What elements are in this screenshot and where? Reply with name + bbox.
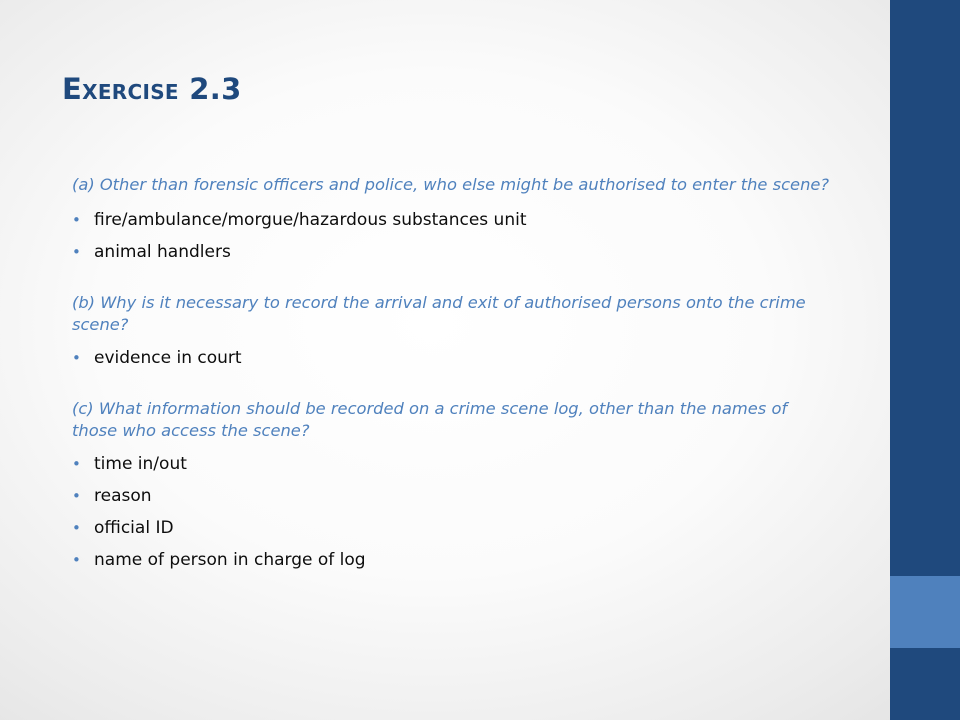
spacer — [72, 374, 832, 398]
answer-bullet: • animal handlers — [72, 236, 832, 268]
question-c: (c) What information should be recorded on a crime scene log, other than the names of those who access the scene? — [72, 399, 788, 440]
answer-bullet: • name of person in charge of log — [72, 544, 832, 576]
slide-title: Exercise 2.3 — [62, 72, 242, 106]
answer-bullet: • time in/out — [72, 448, 832, 480]
side-band-accent — [890, 576, 960, 648]
answer-bullet: • official ID — [72, 512, 832, 544]
slide-content — [72, 174, 832, 576]
question-a: (a) Other than forensic officers and police, who else might be authorised to enter the scene? — [72, 175, 830, 194]
answer-bullet: • evidence in court — [72, 342, 832, 374]
question-b: (b) Why is it necessary to record the arrival and exit of authorised persons onto the crime scene? — [72, 293, 806, 334]
answer-list-b — [72, 342, 832, 374]
answer-list-a — [72, 204, 832, 268]
answer-bullet: • reason — [72, 480, 832, 512]
answer-list-c — [72, 448, 832, 576]
spacer — [72, 268, 832, 292]
answer-bullet: • fire/ambulance/morgue/hazardous substances unit — [72, 204, 832, 236]
